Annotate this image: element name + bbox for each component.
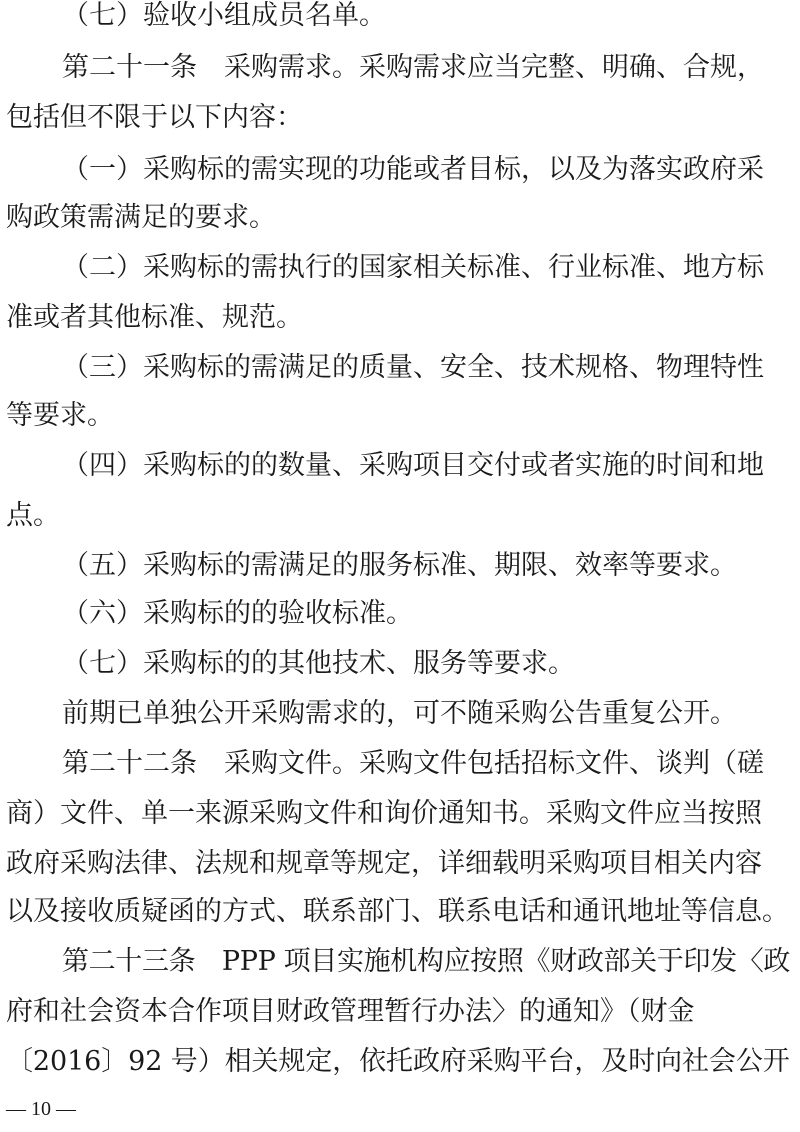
text-line: 前期已单独公开采购需求的，可不随采购公告重复公开。 [62, 698, 737, 729]
text-line: 以及接收质疑函的方式、联系部门、联系电话和通讯地址等信息。 [6, 896, 789, 927]
article-22-heading: 第二十二条 采购文件。采购文件包括招标文件、谈判（磋 [62, 748, 764, 779]
text-line: 点。 [6, 500, 60, 531]
text-line: （三）采购标的需满足的质量、安全、技术规格、物理特性 [62, 352, 764, 383]
text-line: 包括但不限于以下内容： [6, 102, 303, 133]
text-line: （四）采购标的的数量、采购项目交付或者实施的时间和地 [62, 450, 764, 481]
text-line: （二）采购标的需执行的国家相关标准、行业标准、地方标 [62, 252, 764, 283]
page-number: — 10 — [6, 1098, 76, 1120]
text-line: （七）采购标的的其他技术、服务等要求。 [62, 648, 575, 679]
text-line: 府和社会资本合作项目财政管理暂行办法〉的通知》（财金 [6, 996, 695, 1027]
text-line: 商）文件、单一来源采购文件和询价通知书。采购文件应当按照 [6, 798, 762, 829]
text-line: （六）采购标的的验收标准。 [62, 598, 413, 629]
text-line: （一）采购标的需实现的功能或者目标，以及为落实政府采 [62, 154, 764, 185]
article-21-heading: 第二十一条 采购需求。采购需求应当完整、明确、合规， [62, 52, 764, 83]
text-line: 等要求。 [6, 400, 114, 431]
text-line: （七）验收小组成员名单。 [62, 0, 386, 31]
text-line: 购政策需满足的要求。 [6, 202, 276, 233]
text-line: （五）采购标的需满足的服务标准、期限、效率等要求。 [62, 550, 737, 581]
text-line: 〔2016〕92 号）相关规定，依托政府采购平台，及时向社会公开 [6, 1046, 790, 1077]
text-line: 政府采购法律、法规和规章等规定，详细载明采购项目相关内容 [6, 848, 762, 879]
article-23-heading: 第二十三条 PPP 项目实施机构应按照《财政部关于印发〈政 [62, 946, 791, 977]
text-line: 准或者其他标准、规范。 [6, 302, 303, 333]
